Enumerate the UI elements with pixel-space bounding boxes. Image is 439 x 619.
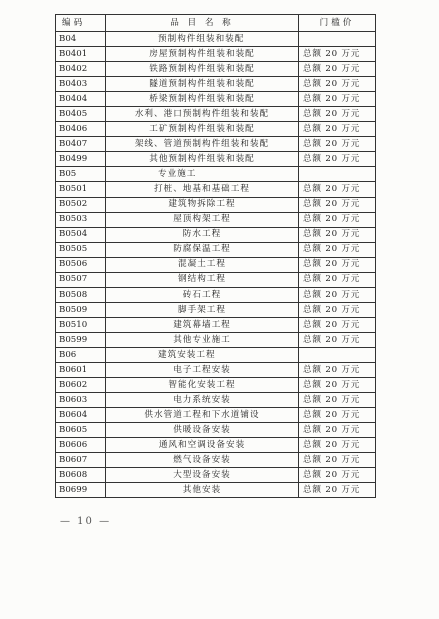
row-name: 房屋预制构件组装和装配 — [106, 47, 299, 62]
row-name: 混凝土工程 — [106, 257, 299, 272]
table-row — [56, 167, 376, 182]
row-threshold: 总额 20 万元 — [299, 408, 376, 423]
row-threshold: 总额 20 万元 — [299, 302, 376, 317]
row-threshold: 总额 20 万元 — [299, 242, 376, 257]
table-row — [56, 152, 376, 167]
row-category-name: 建筑安装工程 — [106, 347, 299, 362]
table-row — [56, 378, 376, 393]
row-name: 架线、管道预制构件组装和装配 — [106, 137, 299, 152]
row-name: 隧道预制构件组装和装配 — [106, 77, 299, 92]
row-threshold — [299, 347, 376, 362]
header-name: 品 目 名 称 — [106, 15, 299, 32]
row-code: B0606 — [56, 438, 106, 453]
row-name: 建筑幕墙工程 — [106, 317, 299, 332]
row-code: B0509 — [56, 302, 106, 317]
row-name: 供暖设备安装 — [106, 423, 299, 438]
table-row — [56, 182, 376, 197]
row-code: B0407 — [56, 137, 106, 152]
table-row — [56, 438, 376, 453]
row-threshold: 总额 20 万元 — [299, 257, 376, 272]
table-row — [56, 242, 376, 257]
row-code: B0510 — [56, 317, 106, 332]
header-row — [56, 15, 376, 32]
row-name: 砖石工程 — [106, 287, 299, 302]
row-threshold: 总额 20 万元 — [299, 332, 376, 347]
table-row — [56, 332, 376, 347]
row-name: 防水工程 — [106, 227, 299, 242]
row-code: B0508 — [56, 287, 106, 302]
table-row — [56, 302, 376, 317]
row-code: B0602 — [56, 378, 106, 393]
table-row — [56, 77, 376, 92]
row-threshold: 总额 20 万元 — [299, 182, 376, 197]
row-code: B0605 — [56, 423, 106, 438]
table-row — [56, 32, 376, 47]
row-name: 工矿预制构件组装和装配 — [106, 122, 299, 137]
table-row — [56, 453, 376, 468]
row-code: B0502 — [56, 197, 106, 212]
header-threshold: 门槛价 — [299, 15, 376, 32]
table-body — [56, 32, 376, 498]
header-code: 编码 — [56, 15, 106, 32]
row-name: 屋顶构架工程 — [106, 212, 299, 227]
row-threshold: 总额 20 万元 — [299, 107, 376, 122]
table-row — [56, 212, 376, 227]
catalog-table — [55, 14, 376, 498]
row-threshold: 总额 20 万元 — [299, 363, 376, 378]
row-threshold: 总额 20 万元 — [299, 468, 376, 483]
row-name: 钢结构工程 — [106, 272, 299, 287]
row-name: 大型设备安装 — [106, 468, 299, 483]
table-row — [56, 272, 376, 287]
table-row — [56, 363, 376, 378]
row-threshold: 总额 20 万元 — [299, 197, 376, 212]
table-row — [56, 62, 376, 77]
table-row — [56, 257, 376, 272]
row-name: 防腐保温工程 — [106, 242, 299, 257]
row-code: B0503 — [56, 212, 106, 227]
row-name: 燃气设备安装 — [106, 453, 299, 468]
row-threshold: 总额 20 万元 — [299, 62, 376, 77]
row-code: B0401 — [56, 47, 106, 62]
row-category-name: 专业施工 — [106, 167, 299, 182]
row-name: 智能化安装工程 — [106, 378, 299, 393]
row-code: B0501 — [56, 182, 106, 197]
table-row — [56, 122, 376, 137]
row-threshold: 总额 20 万元 — [299, 317, 376, 332]
row-threshold: 总额 20 万元 — [299, 47, 376, 62]
table-row — [56, 408, 376, 423]
row-name: 建筑物拆除工程 — [106, 197, 299, 212]
table-row — [56, 197, 376, 212]
page-number: — 10 — — [60, 516, 112, 527]
table-row — [56, 107, 376, 122]
table-row — [56, 287, 376, 302]
row-name: 供水管道工程和下水道铺设 — [106, 408, 299, 423]
row-code: B05 — [56, 167, 106, 182]
row-name: 通风和空调设备安装 — [106, 438, 299, 453]
row-name: 其他专业施工 — [106, 332, 299, 347]
row-code: B06 — [56, 347, 106, 362]
row-threshold: 总额 20 万元 — [299, 483, 376, 498]
row-code: B0506 — [56, 257, 106, 272]
table-row — [56, 227, 376, 242]
row-threshold: 总额 20 万元 — [299, 287, 376, 302]
row-threshold: 总额 20 万元 — [299, 438, 376, 453]
row-name: 桥梁预制构件组装和装配 — [106, 92, 299, 107]
row-code: B0504 — [56, 227, 106, 242]
row-code: B0601 — [56, 363, 106, 378]
row-category-name: 预制构件组装和装配 — [106, 32, 299, 47]
row-name: 电力系统安装 — [106, 393, 299, 408]
table-row — [56, 92, 376, 107]
table-row — [56, 423, 376, 438]
row-code: B0603 — [56, 393, 106, 408]
row-name: 电子工程安装 — [106, 363, 299, 378]
row-name: 铁路预制构件组装和装配 — [106, 62, 299, 77]
row-code: B0505 — [56, 242, 106, 257]
table-row — [56, 393, 376, 408]
table-row — [56, 47, 376, 62]
row-code: B0604 — [56, 408, 106, 423]
row-code: B0402 — [56, 62, 106, 77]
row-code: B0403 — [56, 77, 106, 92]
table-row — [56, 468, 376, 483]
table-row — [56, 347, 376, 362]
row-threshold — [299, 167, 376, 182]
row-code: B0607 — [56, 453, 106, 468]
table-row — [56, 137, 376, 152]
row-threshold: 总额 20 万元 — [299, 152, 376, 167]
row-threshold: 总额 20 万元 — [299, 137, 376, 152]
row-threshold: 总额 20 万元 — [299, 92, 376, 107]
row-code: B0699 — [56, 483, 106, 498]
row-threshold: 总额 20 万元 — [299, 227, 376, 242]
row-code: B0406 — [56, 122, 106, 137]
table-row — [56, 483, 376, 498]
row-threshold: 总额 20 万元 — [299, 378, 376, 393]
table-row — [56, 317, 376, 332]
row-code: B0599 — [56, 332, 106, 347]
table-header — [56, 15, 376, 32]
row-threshold: 总额 20 万元 — [299, 212, 376, 227]
row-name: 打桩、地基和基础工程 — [106, 182, 299, 197]
row-threshold: 总额 20 万元 — [299, 423, 376, 438]
row-name: 水利、港口预制构件组装和装配 — [106, 107, 299, 122]
row-name: 其他安装 — [106, 483, 299, 498]
row-code: B0608 — [56, 468, 106, 483]
row-threshold: 总额 20 万元 — [299, 453, 376, 468]
row-code: B0404 — [56, 92, 106, 107]
row-threshold — [299, 32, 376, 47]
row-code: B0405 — [56, 107, 106, 122]
row-code: B0499 — [56, 152, 106, 167]
row-threshold: 总额 20 万元 — [299, 272, 376, 287]
row-name: 其他预制构件组装和装配 — [106, 152, 299, 167]
row-threshold: 总额 20 万元 — [299, 77, 376, 92]
row-code: B0507 — [56, 272, 106, 287]
row-code: B04 — [56, 32, 106, 47]
row-threshold: 总额 20 万元 — [299, 393, 376, 408]
row-name: 脚手架工程 — [106, 302, 299, 317]
row-threshold: 总额 20 万元 — [299, 122, 376, 137]
